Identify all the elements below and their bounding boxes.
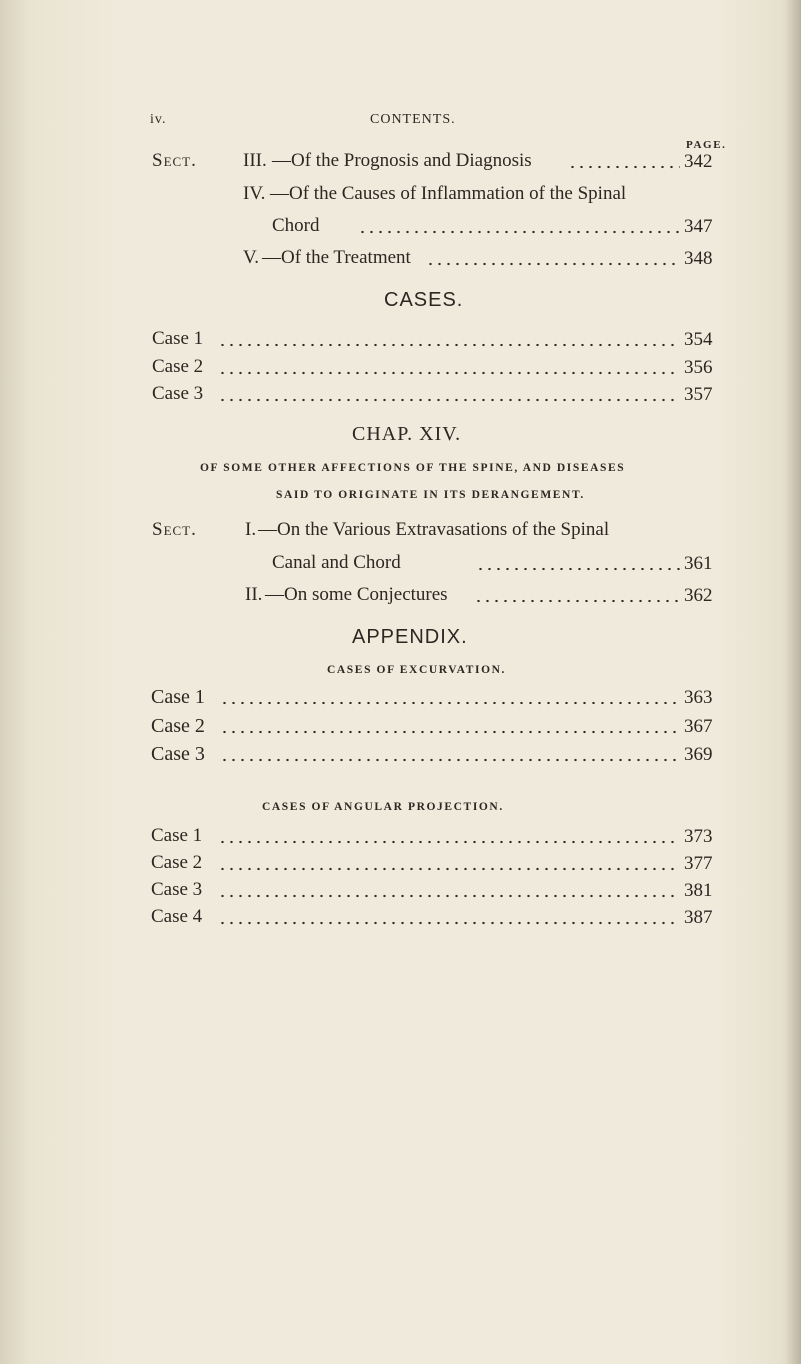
- dot-leader: [218, 907, 680, 927]
- appendix-heading: APPENDIX.: [352, 626, 468, 648]
- dot-leader: [220, 716, 680, 736]
- dot-leader: [220, 687, 680, 707]
- case-page: 354: [684, 329, 713, 350]
- case-page: 357: [684, 384, 713, 405]
- page-edge: [787, 0, 801, 1364]
- dot-leader: [426, 248, 680, 268]
- toc-entry-title: —Of the Treatment: [262, 247, 411, 268]
- case-label: Case 3: [152, 383, 204, 404]
- toc-entry-title: —On the Various Extravasations of the Spinal: [258, 519, 610, 540]
- case-label: Case 1: [151, 825, 203, 846]
- dot-leader: [218, 880, 680, 900]
- toc-entry-page: 342: [684, 151, 713, 172]
- case-page: 367: [684, 716, 713, 737]
- dot-leader: [474, 585, 680, 605]
- case-page: 381: [684, 880, 713, 901]
- dot-leader: [218, 384, 680, 404]
- toc-entry-numeral: I.: [245, 519, 257, 540]
- toc-entry-numeral: V.: [243, 247, 260, 268]
- chapter-subtitle: OF SOME OTHER AFFECTIONS OF THE SPINE, AND DISEASES: [200, 462, 626, 474]
- page-column-label: PAGE.: [686, 139, 727, 151]
- dot-leader: [358, 216, 680, 236]
- case-page: 373: [684, 826, 713, 847]
- case-label: Case 2: [151, 715, 205, 737]
- dot-leader: [218, 357, 680, 377]
- toc-entry-numeral: II.: [245, 584, 263, 605]
- dot-leader: [476, 553, 680, 573]
- toc-entry-page: 348: [684, 248, 713, 269]
- chapter-subtitle: SAID TO ORIGINATE IN ITS DERANGEMENT.: [276, 489, 585, 501]
- case-page: 369: [684, 744, 713, 765]
- cases-heading: CASES.: [384, 289, 464, 311]
- toc-entry-title: —On some Conjectures: [265, 584, 448, 605]
- toc-entry-page: 362: [684, 585, 713, 606]
- case-label: Case 2: [151, 852, 203, 873]
- case-page: 356: [684, 357, 713, 378]
- chapter-heading: CHAP. XIV.: [352, 423, 462, 445]
- dot-leader: [220, 744, 680, 764]
- case-label: Case 1: [152, 328, 204, 349]
- toc-entry-title: —Of the Prognosis and Diagnosis: [272, 150, 532, 171]
- dot-leader: [568, 151, 680, 171]
- appendix-subheading: CASES OF EXCURVATION.: [327, 664, 506, 676]
- toc-entry-numeral: IV.: [243, 183, 266, 204]
- toc-entry-title: —Of the Causes of Inflammation of the Spinal: [270, 183, 627, 204]
- case-page: 363: [684, 687, 713, 708]
- case-page: 377: [684, 853, 713, 874]
- case-label: Case 3: [151, 743, 205, 765]
- case-label: Case 3: [151, 879, 203, 900]
- dot-leader: [218, 853, 680, 873]
- page-number-roman: iv.: [150, 112, 167, 127]
- running-head-title: CONTENTS.: [370, 112, 456, 127]
- sect-label: Sect.: [152, 519, 197, 540]
- dot-leader: [218, 826, 680, 846]
- toc-entry-numeral: III.: [243, 150, 267, 171]
- appendix-subheading: CASES OF ANGULAR PROJECTION.: [262, 801, 504, 813]
- toc-entry-title-cont: Chord: [272, 215, 320, 236]
- case-page: 387: [684, 907, 713, 928]
- sect-label: Sect.: [152, 150, 197, 171]
- case-label: Case 1: [151, 686, 205, 708]
- case-label: Case 4: [151, 906, 203, 927]
- toc-entry-page: 347: [684, 216, 713, 237]
- case-label: Case 2: [152, 356, 204, 377]
- toc-entry-page: 361: [684, 553, 713, 574]
- toc-entry-title-cont: Canal and Chord: [272, 552, 401, 573]
- dot-leader: [218, 329, 680, 349]
